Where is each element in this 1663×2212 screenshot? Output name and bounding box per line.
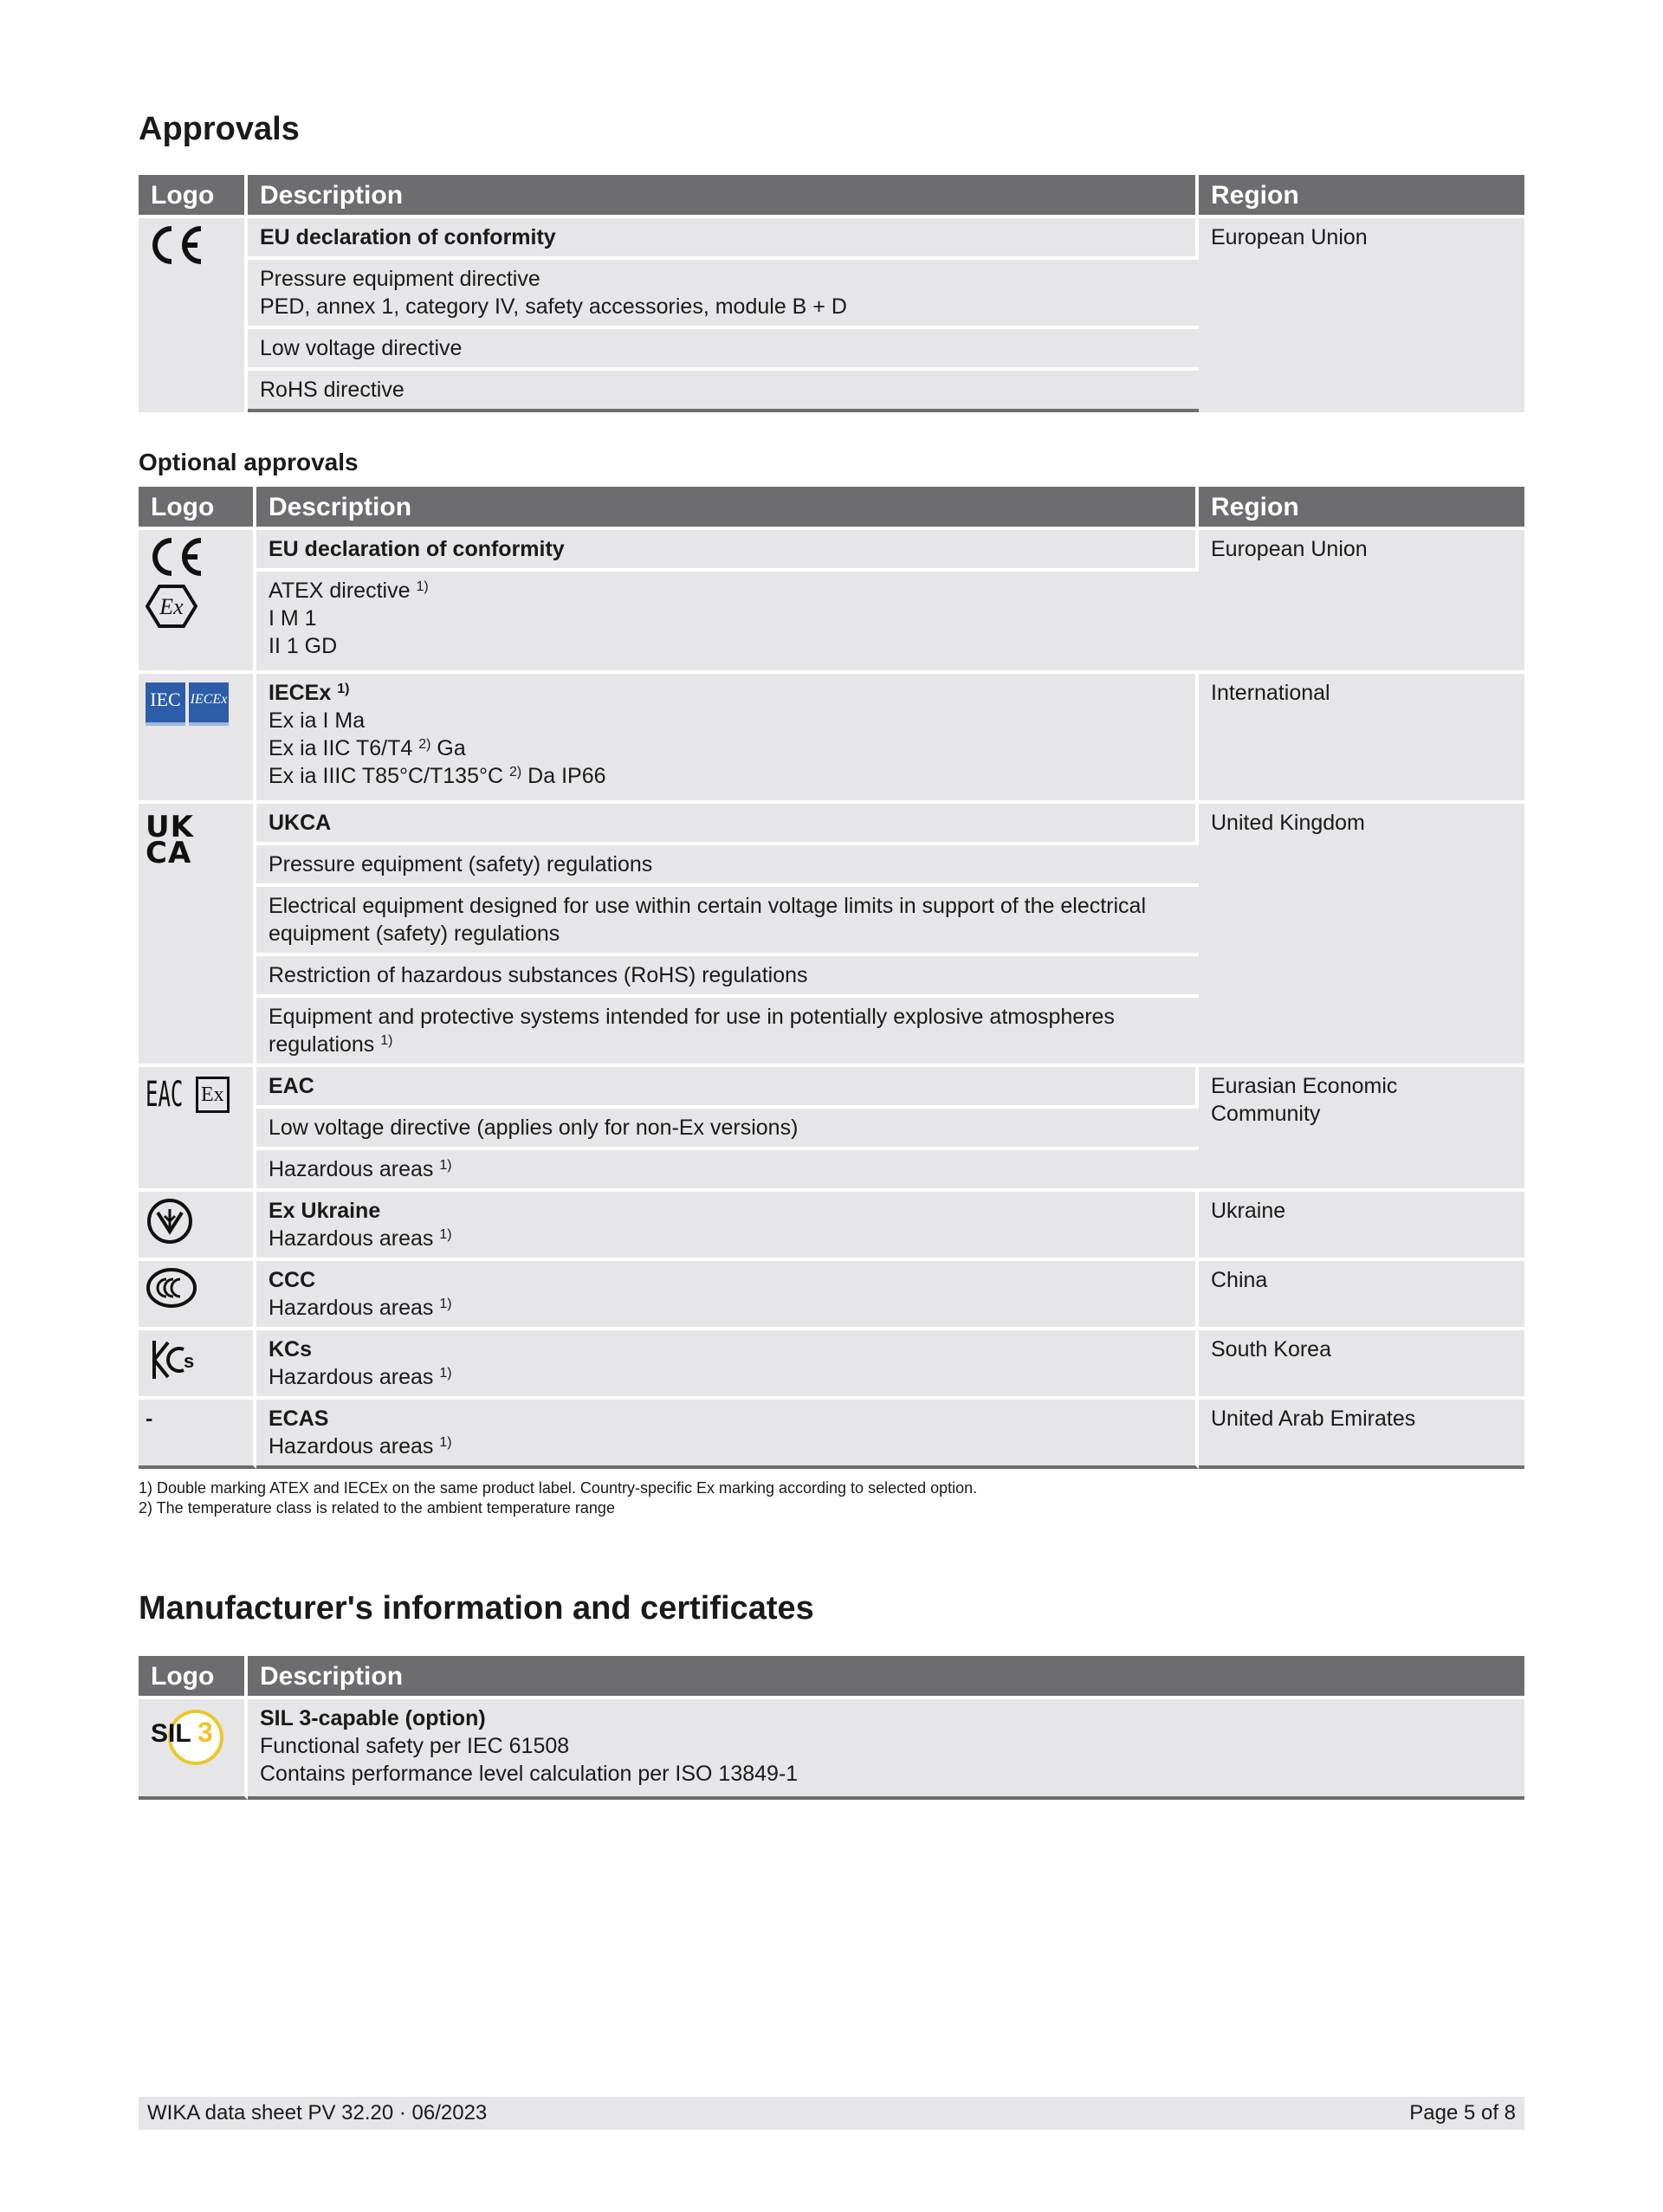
description-cell bbox=[256, 1258, 1199, 1327]
description-cell: UKCA bbox=[256, 800, 1199, 842]
description-line: Hazardous areas $^{1)}$ bbox=[269, 1296, 452, 1320]
logo-cell bbox=[139, 1258, 256, 1327]
table-row bbox=[139, 215, 1524, 256]
description-cell bbox=[256, 1188, 1199, 1258]
description-line: SIL 3-capable (option) bbox=[260, 1706, 486, 1730]
description-line: IECEx $^{1)}$ bbox=[269, 681, 350, 705]
footnote: 2) The temperature class is related to the ambient temperature range bbox=[139, 1499, 615, 1517]
header-description: Description bbox=[248, 175, 1199, 215]
description-line: II 1 GD bbox=[269, 634, 338, 658]
table-row bbox=[139, 1696, 1524, 1800]
description-cell: Low voltage directive bbox=[248, 326, 1199, 367]
table-row bbox=[139, 1258, 1524, 1327]
table-row bbox=[139, 800, 1524, 842]
description-cell: Equipment and protective systems intended for use in potentially explosive atmospheres regulations $^{1)}$ bbox=[256, 994, 1199, 1064]
region-cell: European Union bbox=[1199, 527, 1524, 670]
logo-cell bbox=[139, 1188, 256, 1258]
header-logo: Logo bbox=[139, 487, 256, 527]
header-logo: Logo bbox=[139, 175, 248, 215]
footnotes bbox=[139, 1478, 977, 1518]
description-line: ECAS bbox=[269, 1407, 329, 1431]
description-cell: Restriction of hazardous substances (RoHS) regulations bbox=[256, 953, 1199, 994]
ukraine-mark-icon bbox=[146, 1197, 194, 1245]
table-row bbox=[139, 670, 1524, 800]
ccc-mark-icon bbox=[146, 1266, 197, 1310]
description-cell: Electrical equipment designed for use within certain voltage limits in support of the electrical equipment (safety) regulations bbox=[256, 883, 1199, 953]
region-cell: United Arab Emirates bbox=[1199, 1396, 1524, 1469]
header-region: Region bbox=[1199, 487, 1524, 527]
optional-approvals-table bbox=[139, 487, 1524, 1469]
iec-logo-icon: IEC bbox=[146, 682, 185, 726]
description-cell: Low voltage directive (applies only for non-Ex versions) bbox=[256, 1105, 1199, 1147]
description-line: Functional safety per IEC 61508 bbox=[260, 1734, 570, 1758]
logo-cell bbox=[139, 215, 248, 412]
description-line: Hazardous areas $^{1)}$ bbox=[269, 1226, 452, 1251]
iecex-logo-icon: IECEx bbox=[189, 682, 229, 726]
description-cell bbox=[248, 256, 1199, 326]
description-line: Pressure equipment directive bbox=[260, 267, 540, 291]
svg-text:Ex: Ex bbox=[159, 594, 184, 619]
eac-mark-icon: EAC Ex bbox=[146, 1076, 246, 1114]
description-cell bbox=[256, 670, 1199, 800]
approvals-table bbox=[139, 175, 1524, 412]
approvals-title: Approvals bbox=[139, 111, 300, 147]
description-line: Ex Ukraine bbox=[269, 1199, 381, 1223]
description-cell: RoHS directive bbox=[248, 367, 1199, 412]
ex-hexagon-icon bbox=[146, 584, 197, 629]
ukca-mark-icon: UK CA bbox=[146, 810, 194, 870]
footer-datasheet: WIKA data sheet PV 32.20 · 06/2023 bbox=[147, 2101, 488, 2125]
footer-page-number: Page 5 of 8 bbox=[1409, 2101, 1516, 2125]
description-line: Hazardous areas $^{1)}$ bbox=[269, 1365, 452, 1389]
header-logo: Logo bbox=[139, 1656, 248, 1696]
description-cell: Hazardous areas $^{1)}$ bbox=[256, 1147, 1199, 1188]
region-cell: European Union bbox=[1199, 215, 1524, 412]
kcs-mark-icon: s bbox=[146, 1336, 197, 1384]
logo-cell bbox=[139, 1064, 256, 1188]
logo-cell bbox=[139, 670, 256, 800]
description-cell: Pressure equipment (safety) regulations bbox=[256, 842, 1199, 883]
header-description: Description bbox=[256, 487, 1199, 527]
description-cell bbox=[256, 568, 1199, 670]
logo-cell: - bbox=[139, 1396, 256, 1469]
header-region: Region bbox=[1199, 175, 1524, 215]
description-cell: EU declaration of conformity bbox=[256, 527, 1199, 568]
table-row bbox=[139, 1188, 1524, 1258]
region-cell: United Kingdom bbox=[1199, 800, 1524, 1064]
description-line: KCs bbox=[269, 1337, 313, 1361]
description-line: ATEX directive $^{1)}$ bbox=[269, 579, 429, 603]
page-footer bbox=[139, 2097, 1524, 2130]
table-row bbox=[139, 527, 1524, 568]
table-row bbox=[139, 1327, 1524, 1396]
table-row bbox=[139, 1396, 1524, 1469]
logo-cell bbox=[139, 800, 256, 1064]
description-line: I M 1 bbox=[269, 606, 317, 631]
region-cell: International bbox=[1199, 670, 1524, 800]
table-row bbox=[139, 1064, 1524, 1105]
sil3-logo-icon: SIL 3 bbox=[146, 1704, 223, 1770]
region-cell: Ukraine bbox=[1199, 1188, 1524, 1258]
description-cell: EAC bbox=[256, 1064, 1199, 1105]
iecex-logo bbox=[146, 682, 246, 726]
manufacturer-title: Manufacturer's information and certificates bbox=[139, 1590, 814, 1627]
logo-cell bbox=[139, 1327, 256, 1396]
optional-approvals-title: Optional approvals bbox=[139, 449, 359, 475]
footnote: 1) Double marking ATEX and IECEx on the same product label. Country-specific Ex marking according to selected option. bbox=[139, 1479, 978, 1497]
description-cell bbox=[256, 1396, 1199, 1469]
description-line: CCC bbox=[269, 1268, 316, 1292]
description-cell: EU declaration of conformity bbox=[248, 215, 1199, 256]
description-line: PED, annex 1, category IV, safety accessories, module B + D bbox=[260, 294, 847, 319]
description-line: Ex ia IIC T6/T4 $^{2)}$ Ga bbox=[269, 736, 466, 760]
logo-cell bbox=[139, 1696, 248, 1800]
description-line: Hazardous areas $^{1)}$ bbox=[269, 1434, 452, 1458]
header-description: Description bbox=[248, 1656, 1524, 1696]
region-cell: South Korea bbox=[1199, 1327, 1524, 1396]
ce-mark-icon bbox=[146, 535, 206, 579]
description-cell bbox=[256, 1327, 1199, 1396]
ce-mark-icon bbox=[146, 223, 206, 267]
description-line: Ex ia I Ma bbox=[269, 708, 366, 733]
description-line: Ex ia IIIC T85°C/T135°C $^{2)}$ Da IP66 bbox=[269, 764, 606, 788]
logo-cell bbox=[139, 527, 256, 670]
description-line: Contains performance level calculation per ISO 13849-1 bbox=[260, 1762, 799, 1786]
description-cell bbox=[248, 1696, 1524, 1800]
manufacturer-table bbox=[139, 1656, 1524, 1800]
region-cell: China bbox=[1199, 1258, 1524, 1327]
region-cell: Eurasian Economic Community bbox=[1199, 1064, 1524, 1188]
